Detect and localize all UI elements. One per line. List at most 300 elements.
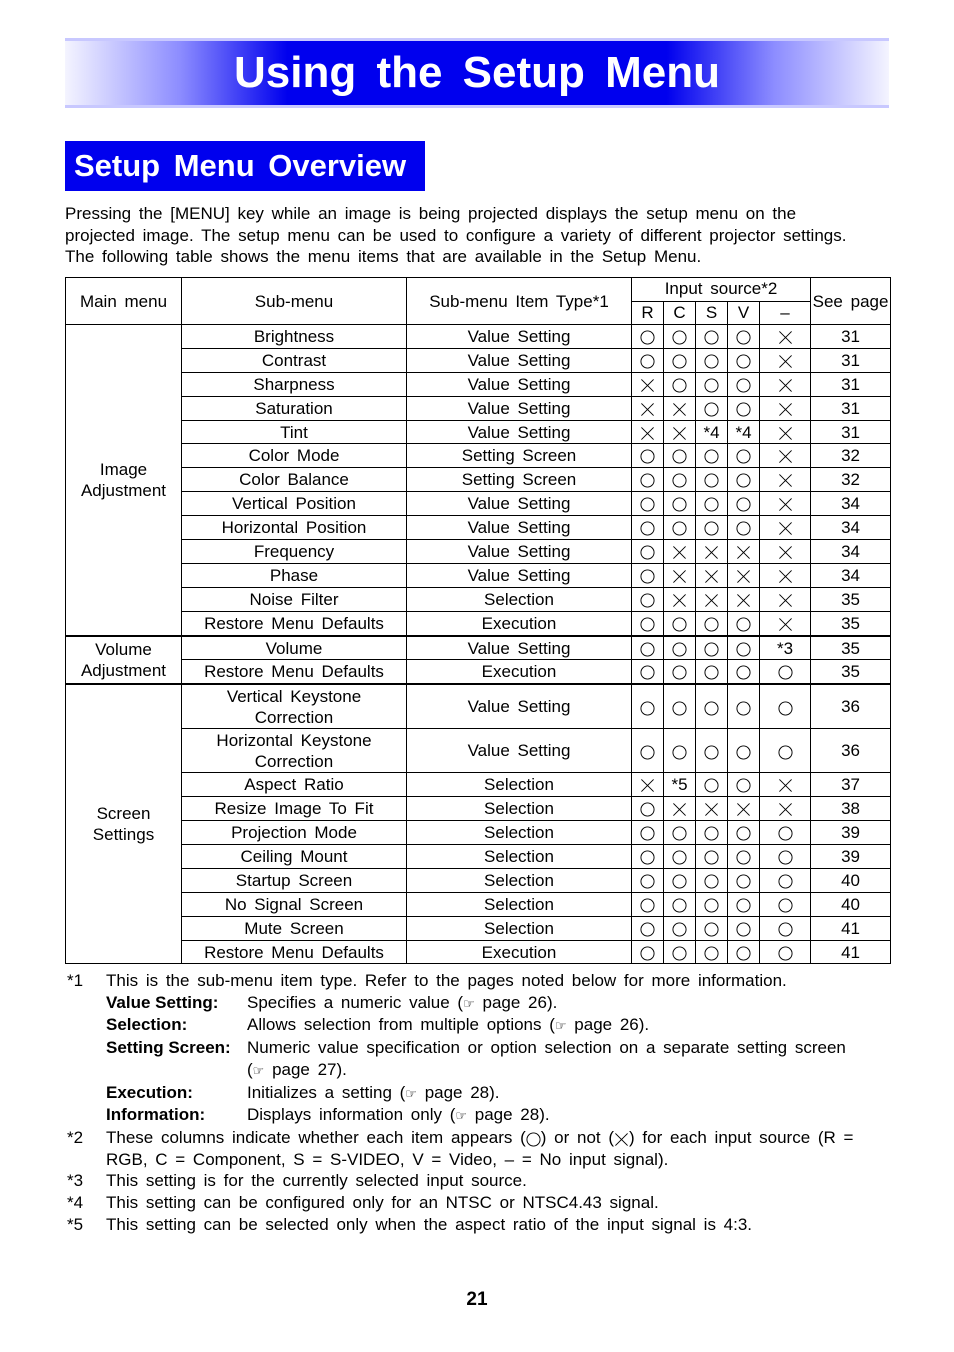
circle-icon	[704, 617, 719, 632]
circle-icon	[736, 700, 751, 715]
availability-cell	[664, 325, 696, 349]
item-type-definitions	[67, 992, 857, 1127]
table-row	[66, 468, 891, 492]
see-page-cell: 39	[811, 821, 891, 845]
see-page-cell: 31	[811, 348, 891, 372]
cross-icon	[640, 778, 655, 793]
see-page-cell: 40	[811, 892, 891, 916]
cross-icon	[640, 378, 655, 393]
definition-text: Specifies a numeric value (	[247, 992, 464, 1012]
definition-desc	[247, 1037, 857, 1081]
circle-icon	[672, 617, 687, 632]
item-type-cell: Value Setting	[407, 396, 632, 420]
circle-icon	[704, 778, 719, 793]
availability-cell	[696, 611, 728, 635]
availability-cell	[696, 372, 728, 396]
circle-icon	[640, 802, 655, 817]
availability-cell	[728, 916, 760, 940]
item-type-cell: Selection	[407, 821, 632, 845]
cross-icon	[672, 545, 687, 560]
availability-cell	[696, 540, 728, 564]
item-type-cell: Value Setting	[407, 492, 632, 516]
header-row	[66, 278, 891, 302]
availability-cell	[728, 892, 760, 916]
availability-cell	[728, 325, 760, 349]
availability-cell	[696, 916, 728, 940]
item-type-cell: Selection	[407, 892, 632, 916]
availability-cell	[664, 729, 696, 773]
table-row	[66, 611, 891, 635]
cross-icon	[640, 402, 655, 417]
circle-icon	[704, 642, 719, 657]
pointing-hand-icon: ☞	[554, 1018, 567, 1034]
cross-icon	[672, 402, 687, 417]
availability-cell	[760, 797, 811, 821]
availability-cell	[632, 940, 664, 964]
cross-icon	[704, 569, 719, 584]
sub-menu-cell: Aspect Ratio	[182, 773, 407, 797]
availability-cell	[632, 540, 664, 564]
availability-cell	[760, 940, 811, 964]
availability-cell	[728, 636, 760, 660]
circle-icon	[736, 874, 751, 889]
availability-cell	[632, 492, 664, 516]
circle-icon	[736, 778, 751, 793]
availability-cell	[696, 348, 728, 372]
header-see-page: See page	[811, 278, 891, 325]
item-type-cell: Value Setting	[407, 372, 632, 396]
circle-icon	[640, 700, 655, 715]
availability-cell	[696, 797, 728, 821]
table-row	[66, 797, 891, 821]
availability-cell	[664, 821, 696, 845]
cross-icon	[778, 330, 793, 345]
footnote-mark: *2	[67, 1127, 84, 1147]
circle-icon	[672, 378, 687, 393]
availability-cell	[696, 773, 728, 797]
cross-icon	[778, 497, 793, 512]
circle-icon	[672, 449, 687, 464]
circle-icon	[704, 473, 719, 488]
cross-icon	[778, 521, 793, 536]
availability-cell	[760, 563, 811, 587]
availability-cell	[664, 492, 696, 516]
footnote-mark: *4	[67, 1193, 84, 1213]
circle-icon	[672, 744, 687, 759]
page-reference[interactable]: page 26	[574, 1015, 639, 1035]
availability-cell	[664, 636, 696, 660]
cross-icon	[704, 545, 719, 560]
item-type-cell: Value Setting	[407, 729, 632, 773]
availability-cell	[728, 940, 760, 964]
table-row	[66, 845, 891, 869]
availability-cell	[696, 845, 728, 869]
definition-row	[67, 992, 857, 1015]
see-page-cell: 34	[811, 563, 891, 587]
item-type-cell: Value Setting	[407, 540, 632, 564]
circle-icon	[704, 449, 719, 464]
footnote-text	[106, 1127, 857, 1170]
page-reference[interactable]: page 27	[272, 1059, 337, 1079]
availability-cell	[728, 444, 760, 468]
availability-cell	[664, 611, 696, 635]
definition-desc	[247, 1014, 857, 1037]
definition-text: ).	[638, 1015, 650, 1035]
availability-cell	[760, 587, 811, 611]
circle-icon	[640, 744, 655, 759]
sub-menu-cell: Ceiling Mount	[182, 845, 407, 869]
availability-cell	[728, 729, 760, 773]
footnote-3	[67, 1170, 857, 1192]
item-type-cell: Selection	[407, 773, 632, 797]
circle-icon	[640, 898, 655, 913]
definition-term: Value Setting:	[106, 992, 219, 1012]
footnote-2	[67, 1127, 857, 1170]
circle-icon	[704, 922, 719, 937]
availability-cell	[696, 636, 728, 660]
cross-icon	[736, 569, 751, 584]
circle-icon	[736, 521, 751, 536]
circle-icon	[640, 569, 655, 584]
definition-desc	[247, 1082, 857, 1105]
circle-icon	[704, 826, 719, 841]
sub-menu-cell: Phase	[182, 563, 407, 587]
availability-cell	[696, 468, 728, 492]
circle-icon	[672, 946, 687, 961]
availability-cell	[728, 516, 760, 540]
availability-cell	[632, 868, 664, 892]
header-input-source: Input source*2	[632, 278, 811, 302]
availability-cell	[664, 468, 696, 492]
circle-icon	[704, 521, 719, 536]
cross-icon	[614, 1131, 629, 1146]
circle-icon	[736, 642, 751, 657]
circle-icon	[704, 402, 719, 417]
cross-icon	[778, 617, 793, 632]
circle-icon	[640, 946, 655, 961]
sub-menu-cell: Resize Image To Fit	[182, 797, 407, 821]
availability-note-cell: *4	[728, 420, 760, 444]
circle-icon	[736, 330, 751, 345]
cross-icon	[778, 545, 793, 560]
circle-icon	[640, 545, 655, 560]
circle-icon	[704, 665, 719, 680]
see-page-cell: 32	[811, 444, 891, 468]
page-reference[interactable]: page 28	[424, 1082, 490, 1102]
availability-cell	[664, 587, 696, 611]
table-row	[66, 444, 891, 468]
definition-desc	[247, 992, 857, 1015]
sub-menu-cell: Brightness	[182, 325, 407, 349]
sub-menu-cell: Tint	[182, 420, 407, 444]
circle-icon	[778, 946, 793, 961]
cross-icon	[778, 473, 793, 488]
footnote-text: This is the sub-menu item type. Refer to the pages noted below for more information.	[106, 971, 787, 990]
table-row	[66, 348, 891, 372]
footnote-mark: *1	[67, 971, 84, 990]
sub-menu-cell: Contrast	[182, 348, 407, 372]
cross-icon	[778, 449, 793, 464]
sub-menu-cell: Color Balance	[182, 468, 407, 492]
sub-menu-cell: Color Mode	[182, 444, 407, 468]
setup-menu-table	[65, 277, 891, 964]
availability-cell	[632, 684, 664, 729]
item-type-cell: Selection	[407, 797, 632, 821]
see-page-cell: 35	[811, 636, 891, 660]
availability-cell	[696, 563, 728, 587]
pointing-hand-icon: ☞	[463, 995, 475, 1011]
cross-icon	[778, 778, 793, 793]
table-row	[66, 636, 891, 660]
cross-icon	[778, 402, 793, 417]
see-page-cell: 35	[811, 587, 891, 611]
circle-icon	[672, 898, 687, 913]
table-row	[66, 892, 891, 916]
footnote-1	[67, 970, 857, 992]
circle-icon	[704, 946, 719, 961]
circle-icon	[736, 922, 751, 937]
availability-cell	[760, 868, 811, 892]
cross-icon	[778, 802, 793, 817]
availability-cell	[664, 396, 696, 420]
main-menu-cell: Screen Settings	[66, 684, 182, 964]
definition-term: Execution:	[106, 1082, 193, 1102]
availability-cell	[664, 420, 696, 444]
availability-cell	[632, 372, 664, 396]
availability-cell	[728, 821, 760, 845]
circle-icon	[736, 946, 751, 961]
circle-icon	[704, 330, 719, 345]
availability-cell	[728, 492, 760, 516]
availability-cell	[728, 797, 760, 821]
availability-cell	[728, 563, 760, 587]
see-page-cell: 32	[811, 468, 891, 492]
availability-cell	[760, 684, 811, 729]
circle-icon	[640, 330, 655, 345]
definition-term: Information:	[106, 1105, 206, 1125]
see-page-cell: 35	[811, 611, 891, 635]
circle-icon	[704, 744, 719, 759]
footnote-5	[67, 1214, 857, 1236]
definition-desc	[247, 1104, 857, 1127]
item-type-cell: Selection	[407, 845, 632, 869]
circle-icon	[640, 826, 655, 841]
circle-icon	[704, 378, 719, 393]
header-source-v: V	[728, 301, 760, 325]
availability-cell	[696, 444, 728, 468]
availability-cell	[664, 892, 696, 916]
sub-menu-cell: Startup Screen	[182, 868, 407, 892]
sub-menu-cell: Frequency	[182, 540, 407, 564]
circle-icon	[704, 354, 719, 369]
availability-cell	[728, 868, 760, 892]
table-row	[66, 372, 891, 396]
circle-icon	[640, 922, 655, 937]
cross-icon	[778, 569, 793, 584]
availability-cell	[728, 468, 760, 492]
availability-cell	[728, 587, 760, 611]
availability-cell	[632, 325, 664, 349]
availability-cell	[760, 660, 811, 684]
circle-icon	[672, 521, 687, 536]
availability-cell	[632, 660, 664, 684]
item-type-cell: Execution	[407, 940, 632, 964]
availability-cell	[696, 684, 728, 729]
cross-icon	[704, 802, 719, 817]
availability-cell	[632, 773, 664, 797]
availability-cell	[728, 773, 760, 797]
item-type-cell: Value Setting	[407, 348, 632, 372]
availability-cell	[664, 516, 696, 540]
circle-icon	[672, 497, 687, 512]
availability-cell	[664, 797, 696, 821]
availability-cell	[632, 516, 664, 540]
footnote-text-part: These columns indicate whether each item appears (	[106, 1127, 526, 1147]
page-title: Using the Setup Menu	[234, 48, 720, 97]
see-page-cell: 38	[811, 797, 891, 821]
page-number: 21	[466, 1289, 488, 1310]
footnote-4	[67, 1192, 857, 1214]
footnote-text: This setting can be selected only when the aspect ratio of the input signal is 4:3.	[106, 1214, 753, 1234]
availability-cell	[760, 348, 811, 372]
circle-icon	[704, 850, 719, 865]
definition-text: ).	[336, 1059, 347, 1079]
availability-cell	[664, 563, 696, 587]
see-page-cell: 36	[811, 729, 891, 773]
see-page-cell: 34	[811, 516, 891, 540]
availability-cell	[760, 396, 811, 420]
availability-cell	[632, 444, 664, 468]
sub-menu-cell: Mute Screen	[182, 916, 407, 940]
cross-icon	[672, 802, 687, 817]
item-type-cell: Selection	[407, 587, 632, 611]
table-row	[66, 940, 891, 964]
availability-cell	[632, 636, 664, 660]
availability-cell	[664, 660, 696, 684]
circle-icon	[736, 449, 751, 464]
pointing-hand-icon: ☞	[405, 1085, 417, 1101]
sub-menu-cell: Noise Filter	[182, 587, 407, 611]
cross-icon	[778, 354, 793, 369]
circle-icon	[640, 642, 655, 657]
circle-icon	[672, 642, 687, 657]
circle-icon	[672, 850, 687, 865]
table-row	[66, 563, 891, 587]
availability-cell	[760, 372, 811, 396]
table-row	[66, 396, 891, 420]
definition-text: Allows selection from multiple options (	[247, 1015, 555, 1035]
availability-cell	[728, 684, 760, 729]
circle-icon	[736, 898, 751, 913]
circle-icon	[640, 354, 655, 369]
cross-icon	[672, 569, 687, 584]
circle-icon	[736, 497, 751, 512]
availability-cell	[696, 729, 728, 773]
circle-icon	[672, 700, 687, 715]
availability-cell	[696, 516, 728, 540]
see-page-cell: 31	[811, 420, 891, 444]
availability-cell	[632, 468, 664, 492]
availability-cell	[760, 773, 811, 797]
page-reference[interactable]: page 26	[482, 992, 547, 1012]
availability-cell	[664, 845, 696, 869]
availability-cell	[632, 845, 664, 869]
availability-cell	[632, 348, 664, 372]
circle-icon	[736, 850, 751, 865]
sub-menu-cell: Horizontal Position	[182, 516, 407, 540]
table-row	[66, 540, 891, 564]
page-reference[interactable]: page 28	[474, 1105, 540, 1125]
table-body	[66, 325, 891, 964]
circle-icon	[778, 898, 793, 913]
table-row	[66, 729, 891, 773]
see-page-cell: 41	[811, 940, 891, 964]
pointing-hand-icon: ☞	[252, 1062, 265, 1078]
circle-icon	[736, 744, 751, 759]
availability-cell	[728, 540, 760, 564]
availability-cell	[760, 420, 811, 444]
definition-row	[67, 1104, 857, 1127]
sub-menu-cell: No Signal Screen	[182, 892, 407, 916]
circle-icon	[778, 826, 793, 841]
availability-cell	[728, 348, 760, 372]
item-type-cell: Execution	[407, 611, 632, 635]
header-source-none: –	[760, 301, 811, 325]
header-main-menu: Main menu	[66, 278, 182, 325]
availability-cell	[728, 372, 760, 396]
circle-icon	[672, 330, 687, 345]
circle-icon	[640, 473, 655, 488]
circle-icon	[526, 1131, 541, 1146]
table-row	[66, 773, 891, 797]
availability-cell	[632, 892, 664, 916]
see-page-cell: 39	[811, 845, 891, 869]
see-page-cell: 35	[811, 660, 891, 684]
item-type-cell: Value Setting	[407, 516, 632, 540]
availability-cell	[632, 396, 664, 420]
circle-icon	[778, 850, 793, 865]
item-type-cell: Selection	[407, 916, 632, 940]
sub-menu-cell: Horizontal Keystone Correction	[182, 729, 407, 773]
definition-text: ).	[546, 992, 558, 1012]
availability-cell	[728, 396, 760, 420]
table-row	[66, 325, 891, 349]
cross-icon	[640, 426, 655, 441]
cross-icon	[778, 426, 793, 441]
availability-cell	[760, 892, 811, 916]
pointing-hand-icon: ☞	[455, 1108, 468, 1124]
sub-menu-cell: Vertical Position	[182, 492, 407, 516]
definition-row	[67, 1037, 857, 1081]
cross-icon	[736, 545, 751, 560]
header-source-s: S	[696, 301, 728, 325]
availability-cell	[760, 444, 811, 468]
circle-icon	[778, 874, 793, 889]
sub-menu-cell: Restore Menu Defaults	[182, 611, 407, 635]
circle-icon	[736, 665, 751, 680]
cross-icon	[672, 426, 687, 441]
circle-icon	[736, 826, 751, 841]
cross-icon	[704, 593, 719, 608]
availability-cell	[760, 821, 811, 845]
see-page-cell: 34	[811, 492, 891, 516]
availability-cell	[632, 916, 664, 940]
circle-icon	[704, 898, 719, 913]
table-row	[66, 684, 891, 729]
availability-cell	[696, 821, 728, 845]
sub-menu-cell: Volume	[182, 636, 407, 660]
item-type-cell: Value Setting	[407, 563, 632, 587]
